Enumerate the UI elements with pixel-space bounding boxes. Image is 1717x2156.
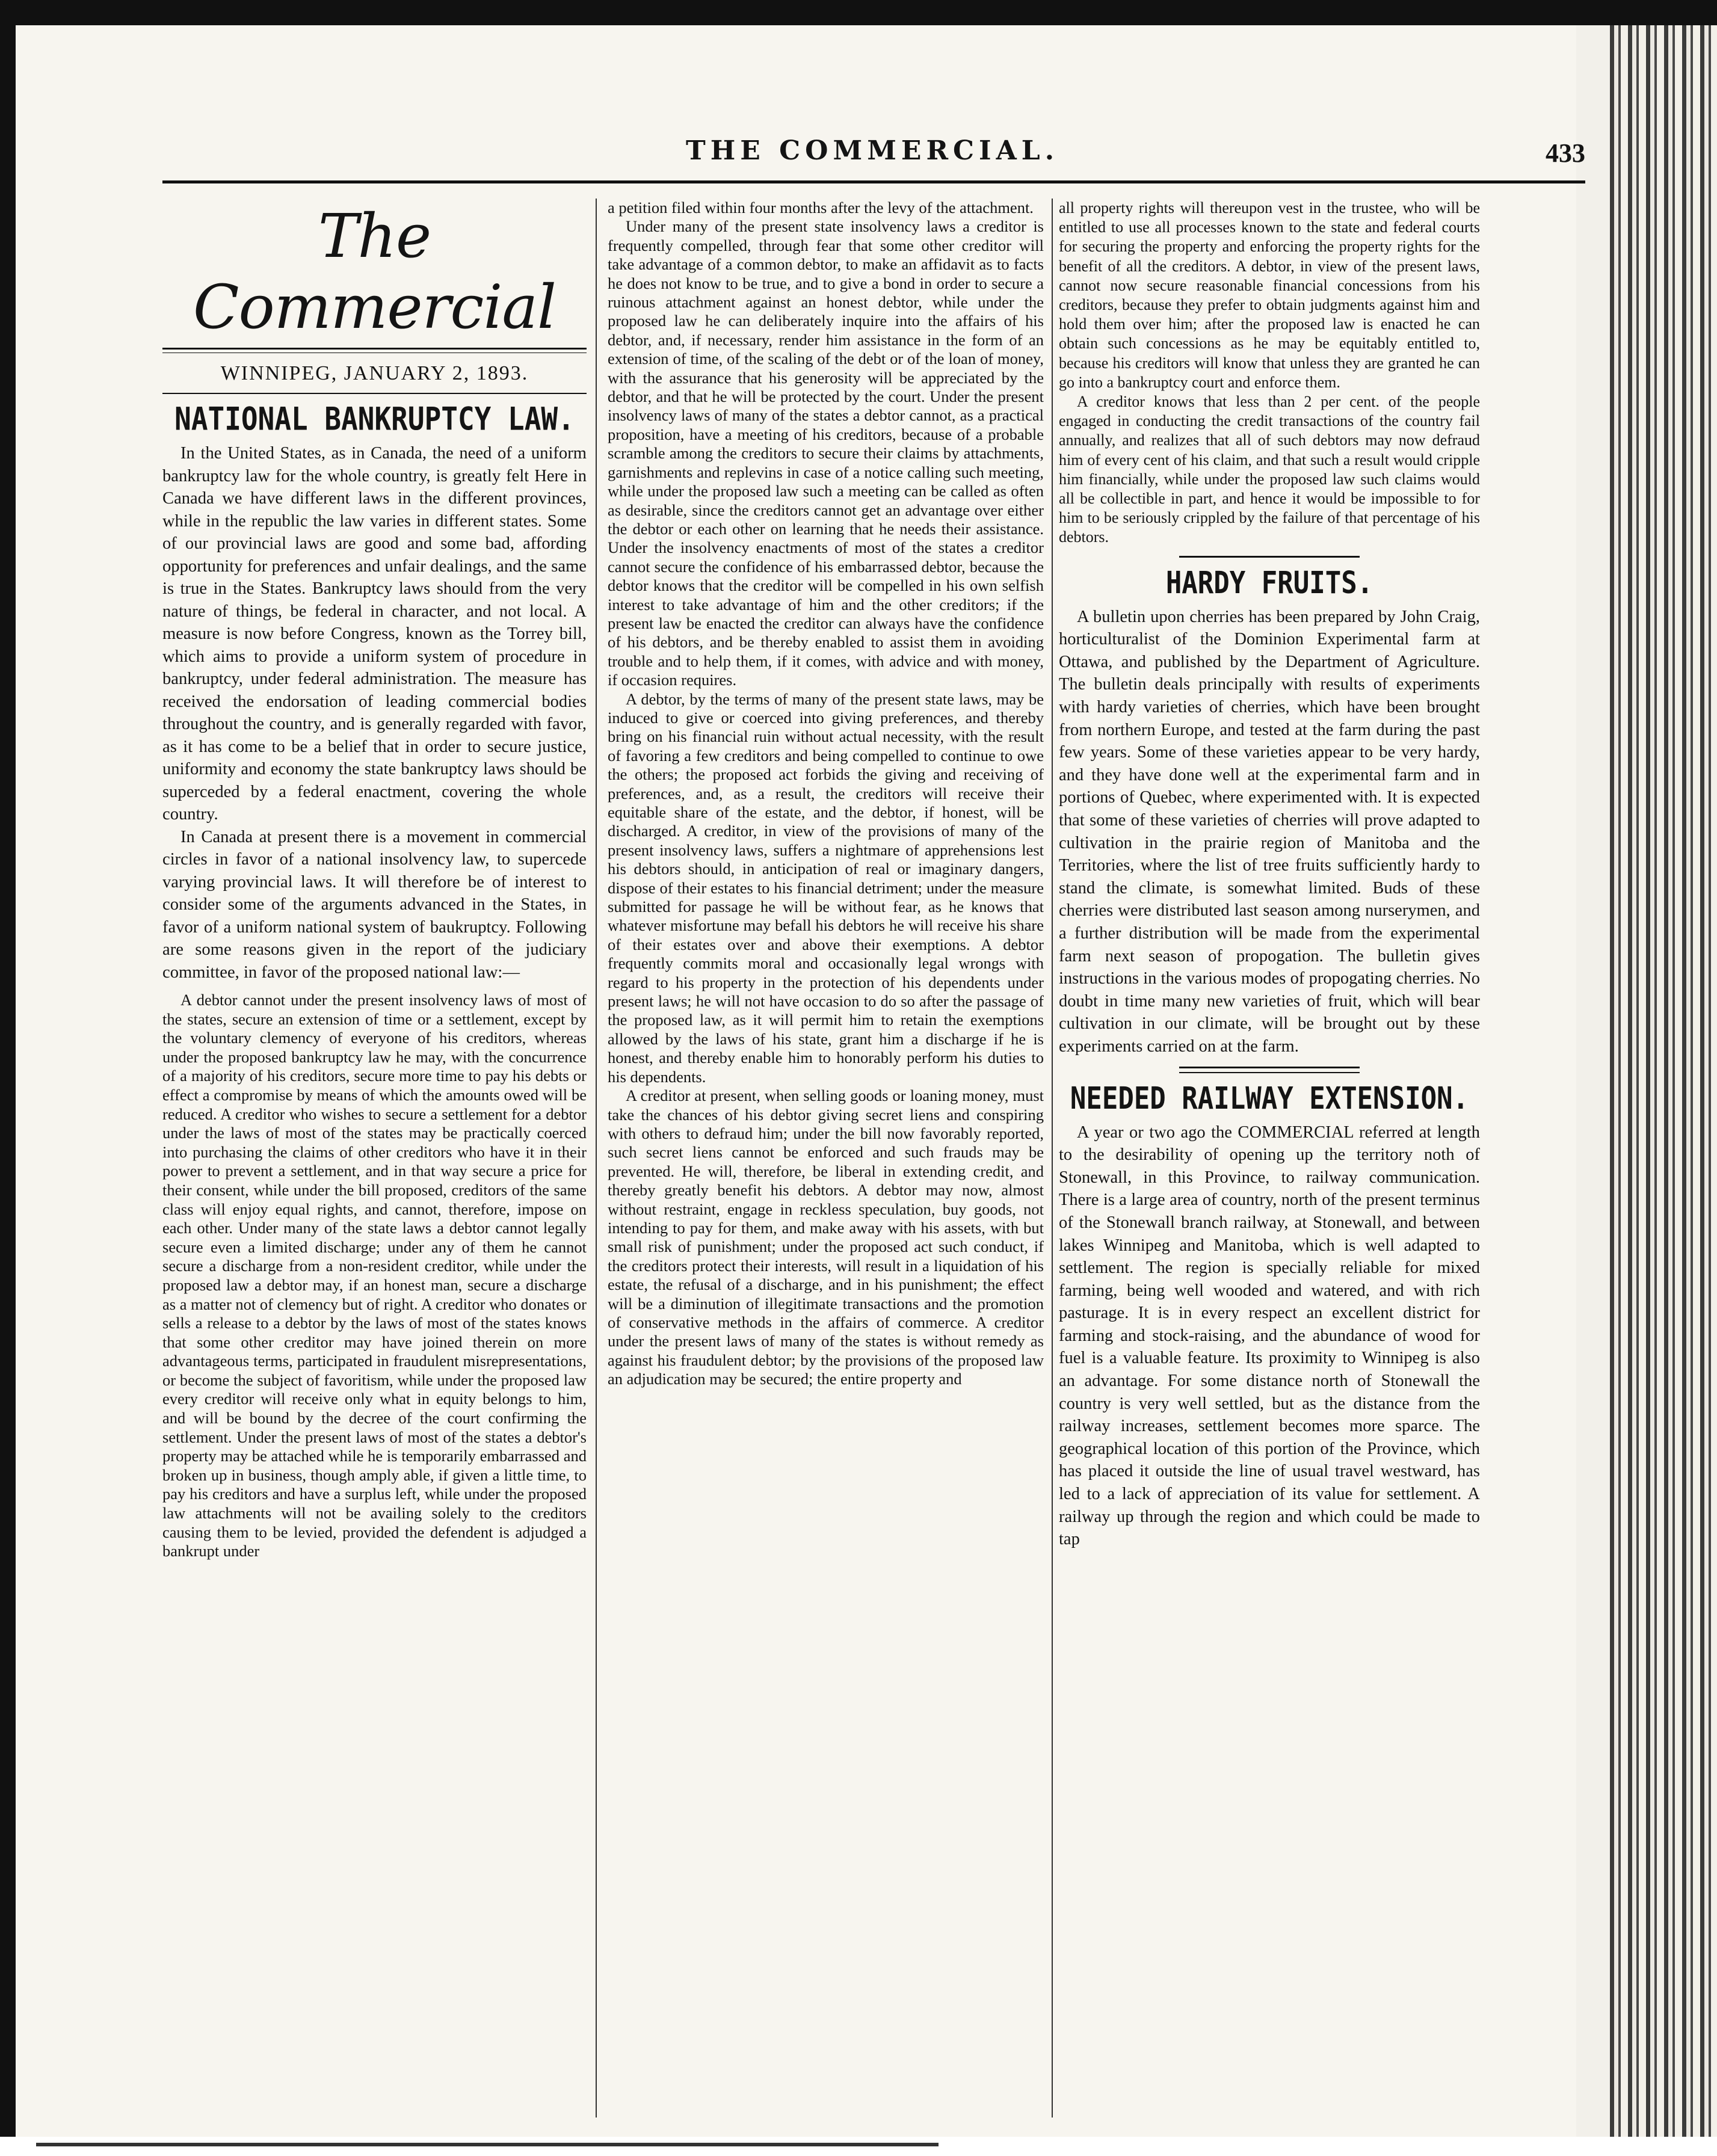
column-3 <box>1059 199 1480 1551</box>
book-binding-edge <box>1610 25 1717 2143</box>
article-paragraph: a petition filed within four months after the levy of the attachment. <box>608 199 1034 217</box>
article-paragraph: A creditor knows that less than 2 per cent. of the people engaged in conducting the credit transactions of the country fail annually, and realizes that all of such debtors may now defraud him of every cent of his claim, and that such a result would cripple him financially, while under the proposed law such claims would all be collectible in part, and hence it would be impossible to for him to be seriously crippled by the failure of that percentage of his debtors. <box>1059 393 1480 546</box>
article-headline: HARDY FRUITS. <box>1165 565 1373 601</box>
article-paragraph: A debtor cannot under the present insolvency laws of most of the states, secure an extension of time or a settlement, except by the voluntary clemency of everyone of his creditors, whereas under the proposed bankruptcy law he may, with the concurrence of a majority of his creditors, secure more time to pay his debts or effect a compromise by means of which the amounts owed will be reduced. A creditor who wishes to secure a settlement for a debtor under the laws of most of the states may be practically coerced into purchasing the claims of other creditors who have it in their power to prevent a settlement, and in that way secure a price for their consent, while under the bill proposed, creditors of the same class will enjoy equal rights, and cannot, therefore, impose on each other. Under many of the state laws a debtor cannot legally secure even a limited discharge; under any of them he cannot secure a discharge from a non-resident creditor, while under the proposed law a debtor may, if an honest man, secure a discharge as a matter not of clemency but of right. A creditor who donates or sells a release to a debtor by the laws of most of the states knows that some other creditor may have joined therein on more advantageous terms, participated in fraudulent misrepresentations, or become the subject of favoritism, while under the proposed law every creditor will receive only what in equity belongs to him, and will be bound by the decree of the court confirming the settlement. Under the present laws of most of the states a debtor's property may be attached while he is temporarily embarrassed and broken up in business, though amply able, if given a little time, to pay his creditors and have a surplus left, while under the proposed law attachments will not be availing solely to the creditors causing them to be levied, provided the defendent is adjudged a bankrupt under <box>162 991 587 1560</box>
header-rule <box>162 180 1585 183</box>
scan-border-top <box>0 0 1717 25</box>
masthead-rule <box>162 348 587 353</box>
article-paragraph: In Canada at present there is a movement in commercial circles in favor of a national insolvency law, to supercede varying provincial laws. It will therefore be of interest to consider some of the arguments advanced in the States, in favor of a uniform national system of baukruptcy. Following are some reasons given in the report of the judiciary committee, in favor of the proposed national law:— <box>162 827 587 982</box>
column-1 <box>162 199 587 1561</box>
dateline-rule <box>162 393 587 394</box>
article-paragraph: In the United States, as in Canada, the need of a uniform bankruptcy law for the whole country, is greatly felt Here in Canada we have different laws in the different provinces, while in the republic the law varies in different states. Some of our provincial laws are good and some bad, affording opportunity for preferences and unfair dealings, and the same is true in the States. Bankruptcy laws should from the very nature of things, be federal in character, and not local. A measure is now before Congress, known as the Torrey bill, which aims to provide a uniform system of procedure in bankruptcy, under federal administration. The measure has received the endorsation of leading commercial bodies throughout the country, and is generally regarded with favor, as it has come to be a belief that in order to secure justice, uniformity and economy the state bankruptcy laws should be superceded by a federal enactment, covering the whole country. <box>162 444 587 824</box>
column-divider <box>1052 199 1053 2118</box>
article-paragraph: A year or two ago the COMMERCIAL referred at length to the desirability of opening up the territory noth of Stonewall, in this Province, to railway communication. There is a large area of country, north of the present terminus of the Stonewall branch railway, at Stonewall, and between lakes Winnipeg and Manitoba, which is well adapted to settlement. The region is specially reliable for mixed farming, being well wooded and watered, and with rich pasturage. It is in every respect an excellent district for farming and stock-raising, and the abundance of wood for fuel is a valuable feature. Its proximity to Winnipeg is also an advantage. For some distance north of Stonewall the country is very well settled, but as the distance from the railway increases, settlement becomes more sparce. The geographical location of this portion of the Province, which has placed it outside the line of usual travel westward, has led to a lack of appreciation of its value for settlement. A railway up through the region and which could be made to tap <box>1059 1123 1480 1549</box>
article-paragraph: A creditor at present, when selling goods or loaning money, must take the chances of his debtor giving secret liens and conspiring with others to defraud him; under the bill now favorably reported, such secret liens cannot be enforced and such frauds may be prevented. He will, therefore, be liberal in extending credit, and thereby greatly benefit his debtors. A debtor may now, almost without restraint, engage in reckless speculation, buy goods, not intending to pay for them, and make away with his assets, with but small risk of punishment; under the proposed act such conduct, if the creditors protect their interests, will result in a liquidation of his estate, the refusal of a discharge, and in his punishment; the effect will be a diminution of illegitimate transactions and the promotion of conservative methods in the affairs of commerce. A creditor under the present laws of many of the states is without remedy as against his fraudulent debtor; by the provisions of the proposed law an adjudication may be secured; the entire property and <box>608 1086 1044 1388</box>
article-headline: NEEDED RAILWAY EXTENSION. <box>1070 1080 1469 1116</box>
article-headline: NATIONAL BANKRUPTCY LAW. <box>174 399 575 438</box>
scan-border-bottom <box>0 2137 1717 2156</box>
column-2 <box>608 199 1044 1389</box>
section-rule <box>1179 1067 1360 1068</box>
article-paragraph: all property rights will thereupon vest in the trustee, who will be entitled to use all processes known to the state and federal courts for securing the property and enforcing the property rights for the benefit of all the creditors. A debtor, in view of the present laws, cannot now secure reasonable financial concessions from his creditors, because they prefer to obtain judgments against him and hold them over him; after the proposed law is enacted he can obtain such concessions as he may be equitably entitled to, because his creditors will know that unless they are granted he can go into a bankruptcy court and enforce them. <box>1059 199 1480 391</box>
section-rule <box>1179 556 1360 558</box>
page-number: 433 <box>1546 138 1585 168</box>
dateline: WINNIPEG, JANUARY 2, 1893. <box>220 362 529 384</box>
page-header <box>162 135 1585 171</box>
page-margin-right <box>1576 25 1610 2143</box>
article-paragraph: A bulletin upon cherries has been prepared by John Craig, horticulturalist of the Dominion Experimental farm at Ottawa, and published by the Department of Agriculture. The bulletin deals principally with results of experiments with hardy varieties of cherries, which have been brought from northern Europe, and tested at the farm during the past few years. Some of these varieties appear to be very hardy, and they have done well at the experimental farm and in portions of Quebec, where experimented with. It is expected that some of these varieties of cherries will prove adapted to cultivation in the prairie region of Manitoba and the Territories, where the list of tree fruits sufficiently hardy to stand the climate, is somewhat limited. Buds of these cherries were distributed last season among nurserymen, and a further distribution will be made from the experimental farm next season of propogation. The bulletin gives instructions in the various modes of propogating cherries. No doubt in time many new varieties of fruit, which will bear cultivation in our climate, will be brought out by these experiments carried on at the farm. <box>1059 607 1480 1056</box>
scan-edge-line <box>36 2143 939 2146</box>
running-title: THE COMMERCIAL. <box>685 135 1059 166</box>
column-divider <box>596 199 597 2118</box>
article-paragraph: Under many of the present state insolvency laws a creditor is frequently compelled, through fear that some other creditor will take advantage of a common debtor, to make an affidavit as to facts he does not know to be true, and to give a bond in order to secure a ruinous attachment against an honest debtor, while under the proposed law he can deliberately inquire into the affairs of his debtor, and, if necessary, render him assistance in the form of an extension of time, of the scaling of the debt or of the loan of money, with the assurance that his generosity will be appreciated by the debtor, and that he will be protected by the court. Under the present insolvency laws of many of the states a debtor cannot, as a practical proposition, have a meeting of his creditors, because of a probable scramble among the creditors to secure their claims by attachments, garnishments and replevins in case of a notice calling such meeting, while under the proposed law such a meeting can be called as often as desirable, since the creditors cannot get an advantage over either the debtor or each other on learning that he needs their assistance. Under the insolvency enactments of most of the states a creditor cannot secure the confidence of his embarrassed debtor, because the debtor knows that the creditor will be compelled in his own selfish interest to take advantage of him and the other creditors; if the present law be enacted the creditor can always have the confidence of his debtors, and be thereby enabled to assist them in avoiding trouble and to help them, if it comes, with advice and with money, if occasion requires. <box>608 217 1044 689</box>
section-rule <box>1179 1072 1360 1073</box>
masthead: The Commercial <box>193 201 556 342</box>
scan-border-left <box>0 0 16 2156</box>
article-paragraph: A debtor, by the terms of many of the present state laws, may be induced to give or coerced into giving preferences, and thereby bring on his financial ruin without actual necessity, with the result of favoring a few creditors and being compelled to continue to owe the others; the proposed act forbids the giving and receiving of preferences, and, as a result, the creditors will receive their equitable share of the estate, and the debtor, if honest, will be discharged. A creditor, in view of the provisions of many of the present insolvency laws, suffers a nightmare of apprehensions lest his debtors should, in anticipation of real or imaginary dangers, dispose of their estates to his financial detriment; under the measure submitted for passage he will be without fear, as he knows that whatever misfortune may befall his debtors he will receive his share of their estates over and above their exemptions. A debtor frequently commits moral and occasionally legal wrongs with regard to his property in the protection of his dependents under present laws; he will not have occasion to do so after the passage of the proposed law, as it will permit him to retain the exemptions allowed by the laws of his state, grant him a discharge if he is honest, and thereby enable him to honorably perform his duties to his dependents. <box>608 689 1044 1086</box>
